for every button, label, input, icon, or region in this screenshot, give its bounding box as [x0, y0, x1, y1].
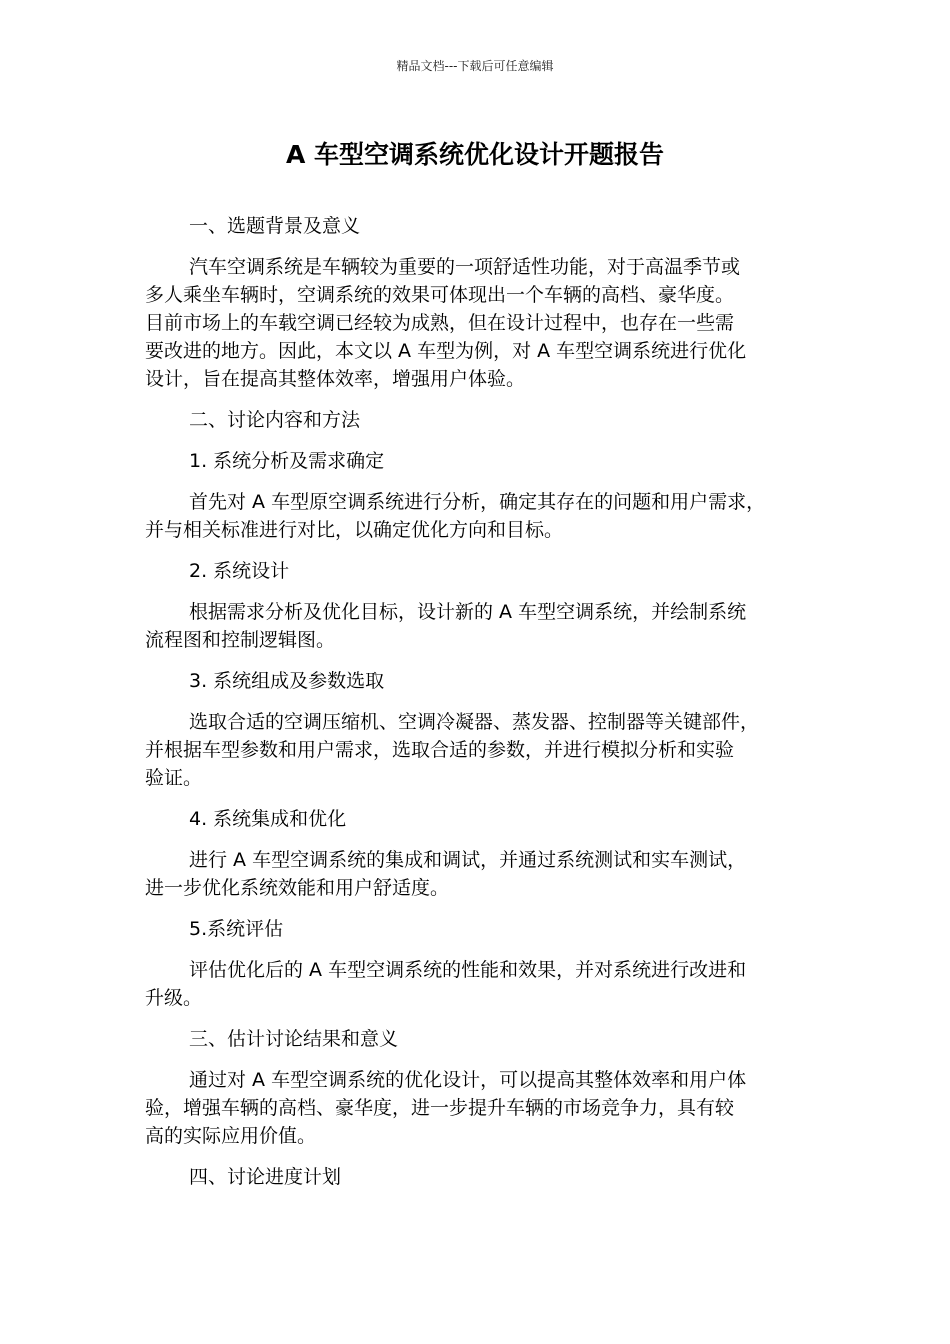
text-line: 多人乘坐车辆时，空调系统的效果可体现出一个车辆的高档、豪华度。 — [145, 284, 735, 306]
text-line: 并根据车型参数和用户需求，选取合适的参数，并进行模拟分析和实验 — [145, 739, 735, 761]
text-line: 二、讨论内容和方法 — [189, 409, 361, 431]
paragraph — [145, 1066, 805, 1150]
text-line: 验证。 — [145, 767, 203, 789]
header-note: 精品文档---下载后可任意编辑 — [396, 59, 554, 73]
paragraph-gap — [145, 792, 805, 805]
paragraph — [145, 253, 805, 393]
paragraph — [145, 488, 805, 544]
text-line: 升级。 — [145, 987, 203, 1009]
paragraph-gap — [145, 1012, 805, 1025]
text-line: 设计，旨在提高其整体效率，增强用户体验。 — [145, 368, 526, 390]
paragraph-gap — [145, 434, 805, 447]
text-line: 验，增强车辆的高档、豪华度，进一步提升车辆的市场竞争力，具有较 — [145, 1097, 735, 1119]
text-line: 进一步优化系统效能和用户舒适度。 — [145, 877, 450, 899]
text-line: 进行 A 车型空调系统的集成和调试，并通过系统测试和实车测试， — [189, 849, 747, 871]
text-line: 4. 系统集成和优化 — [189, 808, 347, 830]
text-line: 汽车空调系统是车辆较为重要的一项舒适性功能，对于高温季节或 — [189, 256, 741, 278]
section-heading — [145, 212, 805, 240]
paragraph — [145, 846, 805, 902]
section-heading — [145, 915, 805, 943]
paragraph — [145, 708, 805, 792]
section-heading — [145, 447, 805, 475]
text-line: 评估优化后的 A 车型空调系统的性能和效果，并对系统进行改进和 — [189, 959, 747, 981]
document-title: A 车型空调系统优化设计开题报告 — [285, 140, 665, 169]
paragraph-gap — [145, 393, 805, 406]
paragraph-gap — [145, 240, 805, 253]
text-line: 根据需求分析及优化目标，设计新的 A 车型空调系统，并绘制系统 — [189, 601, 747, 623]
paragraph-gap — [145, 902, 805, 915]
paragraph-gap — [145, 943, 805, 956]
section-heading — [145, 667, 805, 695]
paragraph-gap — [145, 1150, 805, 1163]
text-line: 四、讨论进度计划 — [189, 1166, 342, 1188]
section-heading — [145, 805, 805, 833]
text-line: 高的实际应用价值。 — [145, 1125, 317, 1147]
text-line: 3. 系统组成及参数选取 — [189, 670, 385, 692]
text-line: 5.系统评估 — [189, 918, 284, 940]
paragraph-gap — [145, 585, 805, 598]
paragraph-gap — [145, 475, 805, 488]
section-heading — [145, 406, 805, 434]
section-heading — [145, 1163, 805, 1191]
text-line: 选取合适的空调压缩机、空调冷凝器、蒸发器、控制器等关键部件， — [189, 711, 760, 733]
text-line: 三、估计讨论结果和意义 — [189, 1028, 399, 1050]
text-line: 要改进的地方。因此，本文以 A 车型为例，对 A 车型空调系统进行优化 — [145, 340, 747, 362]
section-heading — [145, 1025, 805, 1053]
document-body — [145, 212, 805, 1191]
text-line: 流程图和控制逻辑图。 — [145, 629, 336, 651]
paragraph — [145, 956, 805, 1012]
text-line: 一、选题背景及意义 — [189, 215, 361, 237]
text-line: 2. 系统设计 — [189, 560, 290, 582]
text-line: 首先对 A 车型原空调系统进行分析，确定其存在的问题和用户需求， — [189, 491, 766, 513]
paragraph-gap — [145, 833, 805, 846]
paragraph-gap — [145, 695, 805, 708]
text-line: 并与相关标准进行对比，以确定优化方向和目标。 — [145, 519, 564, 541]
section-heading — [145, 557, 805, 585]
paragraph-gap — [145, 544, 805, 557]
paragraph-gap — [145, 1053, 805, 1066]
paragraph — [145, 598, 805, 654]
text-line: 通过对 A 车型空调系统的优化设计，可以提高其整体效率和用户体 — [189, 1069, 747, 1091]
paragraph-gap — [145, 654, 805, 667]
text-line: 目前市场上的车载空调已经较为成熟，但在设计过程中，也存在一些需 — [145, 312, 735, 334]
text-line: 1. 系统分析及需求确定 — [189, 450, 385, 472]
